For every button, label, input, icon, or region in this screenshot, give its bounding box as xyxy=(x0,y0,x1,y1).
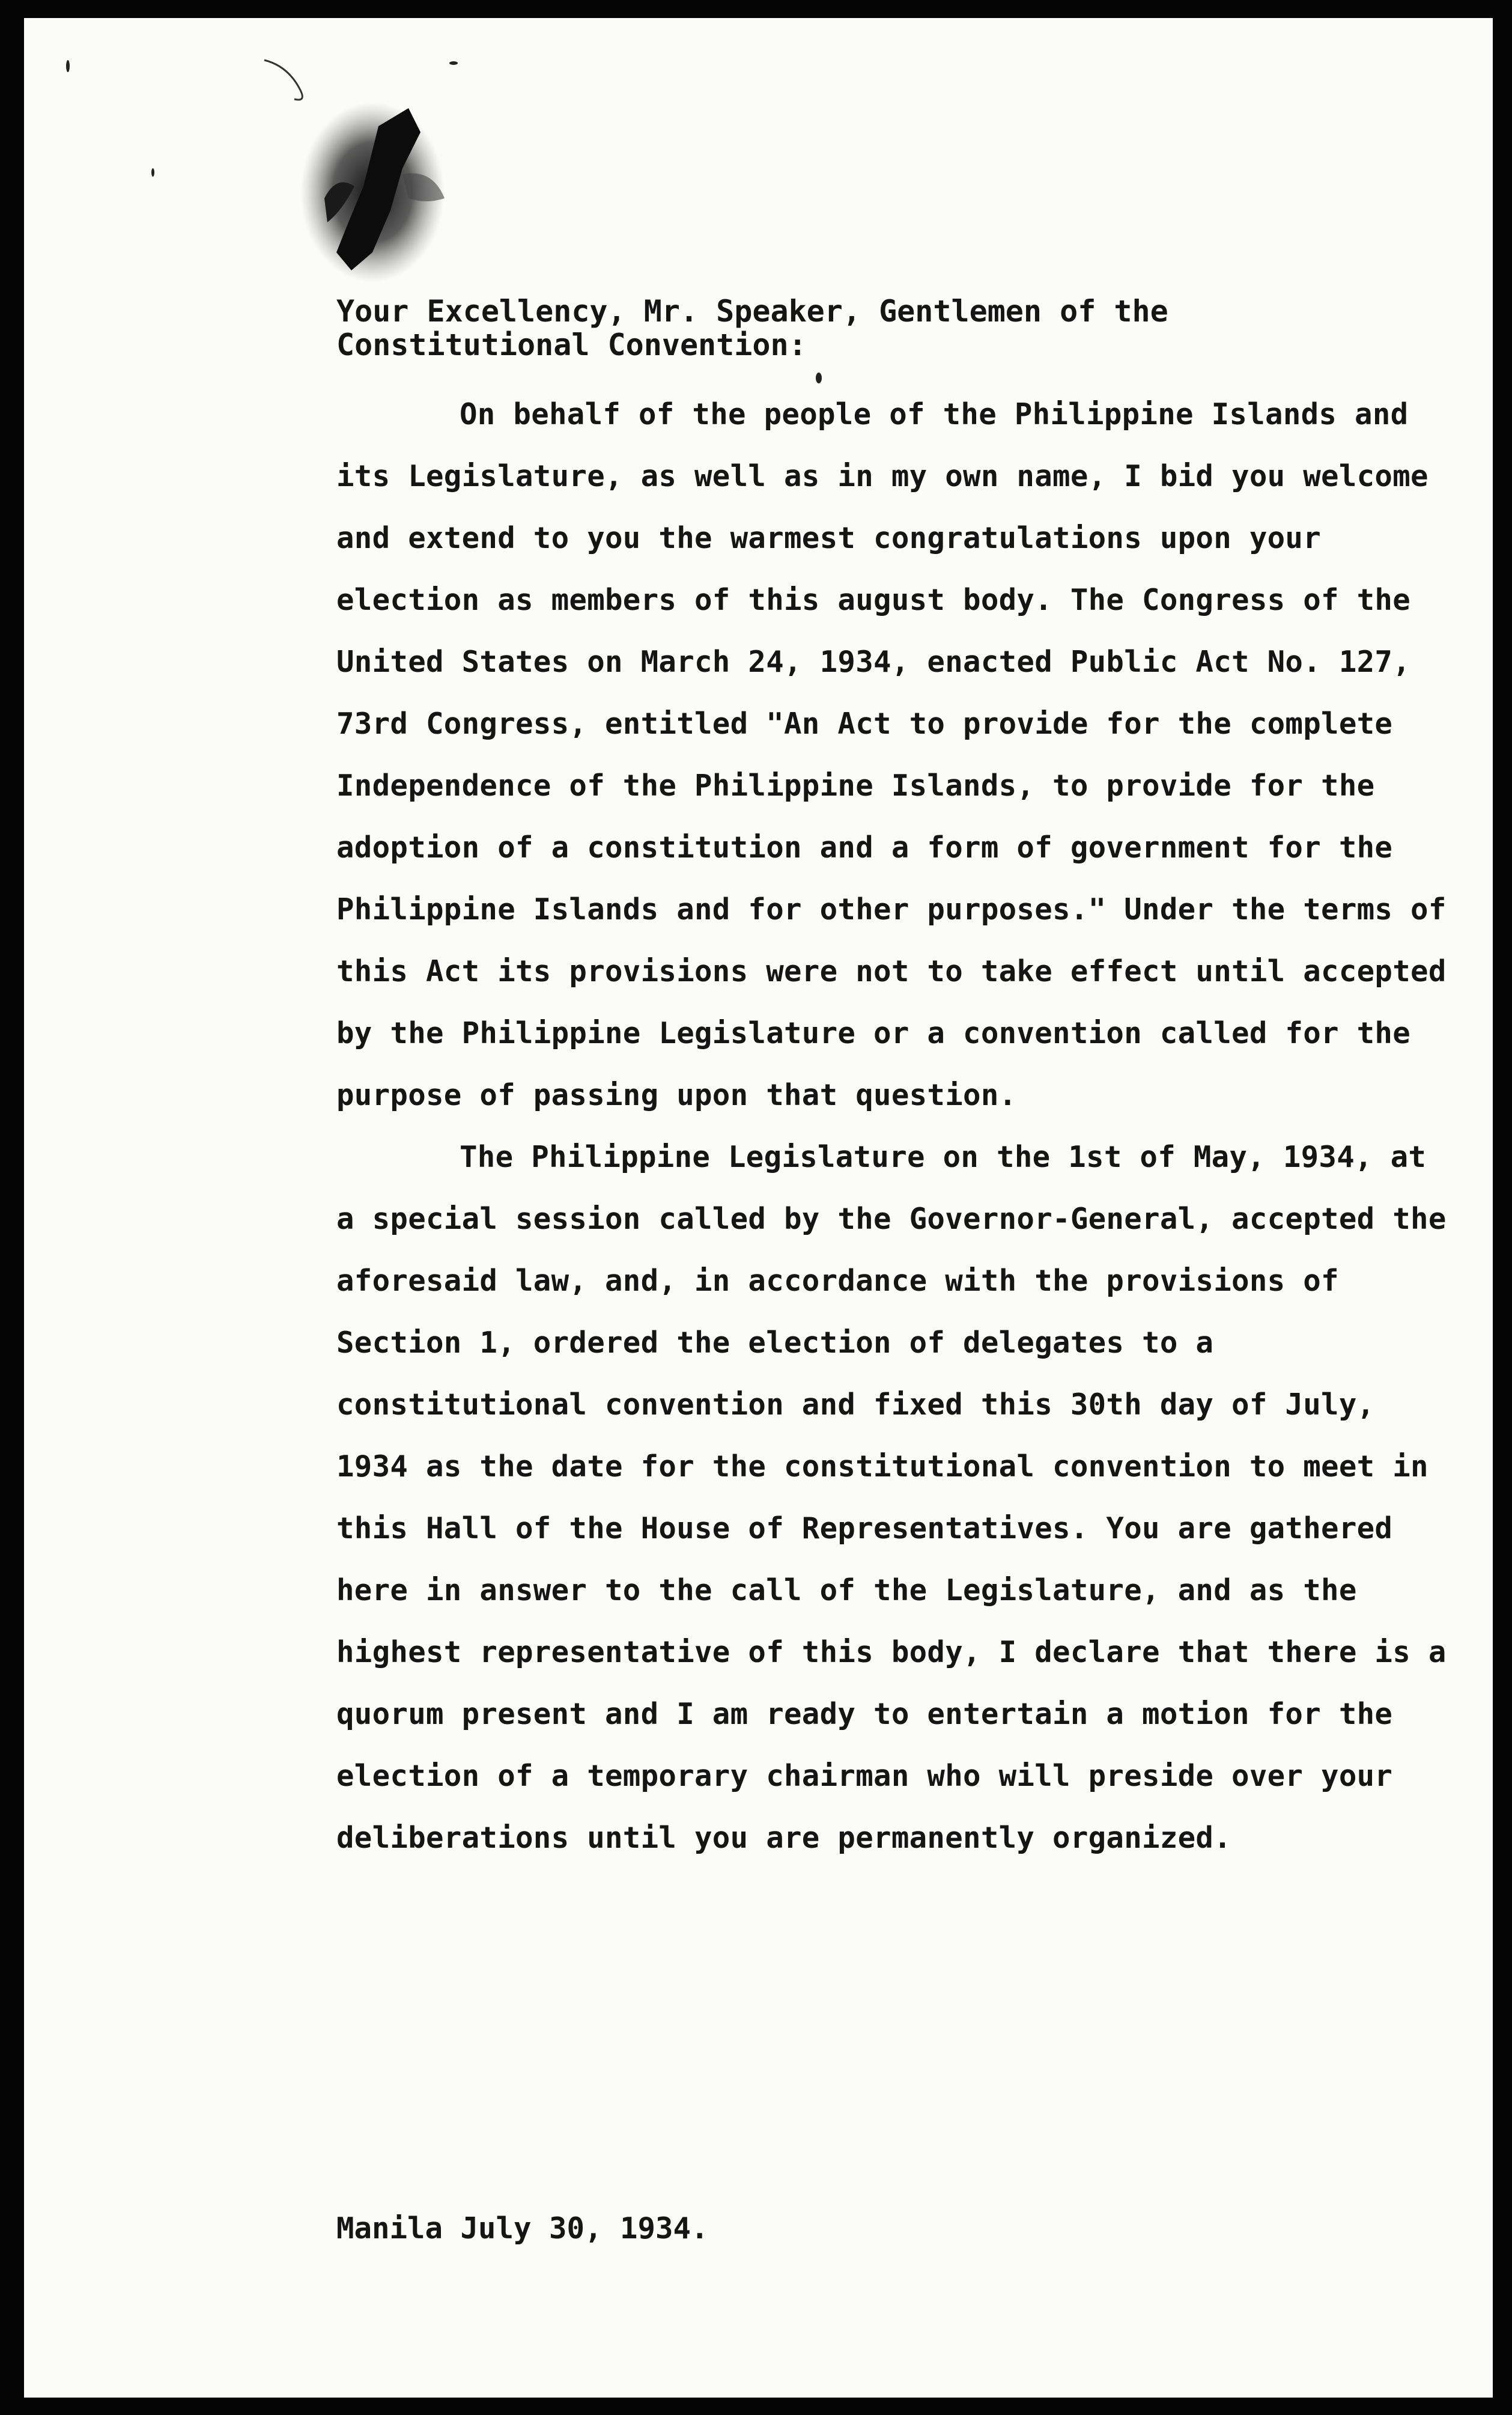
ink-smudge xyxy=(252,54,469,306)
dateline: Manila July 30, 1934. xyxy=(336,2211,709,2246)
ink-speck xyxy=(449,61,458,65)
ink-speck xyxy=(151,168,154,177)
ink-speck xyxy=(66,60,70,72)
letter-body xyxy=(336,294,1454,1869)
paragraph-2: The Philippine Legislature on the 1st of May, 1934, at a special session called by the Governor-General, accepted the aforesaid law, and, in accordance with the provisions of Section 1, ordered the election of delegates to a constitutional convention and fixed this 30th day of July, 1934 as the date for the constitutional convention to meet in this Hall of the House of Representatives. You are gathered here in answer to the call of the Legislature, and as the highest representative of this body, I declare that there is a quorum present and I am ready to entertain a motion for the election of a temporary chairman who will preside over your deliberations until you are permanently organized. xyxy=(336,1140,1447,1855)
document-page xyxy=(24,18,1493,2398)
salutation: Your Excellency, Mr. Speaker, Gentlemen of the Constitutional Convention: xyxy=(336,294,1168,362)
paragraph-1: On behalf of the people of the Philippine Islands and its Legislature, as well as in my own name, I bid you welcome and extend to you the warmest congratulations upon your election as members of this august body. The Congress of the United States on March 24, 1934, enacted Public Act No. 127, 73rd Congress, entitled "An Act to provide for the complete Independence of the Philippine Islands, to provide for the adoption of a constitution and a form of government for the Philippine Islands and for other purposes." Under the terms of this Act its provisions were not to take effect until accepted by the Philippine Legislature or a convention called for the purpose of passing upon that question. xyxy=(336,397,1447,1112)
